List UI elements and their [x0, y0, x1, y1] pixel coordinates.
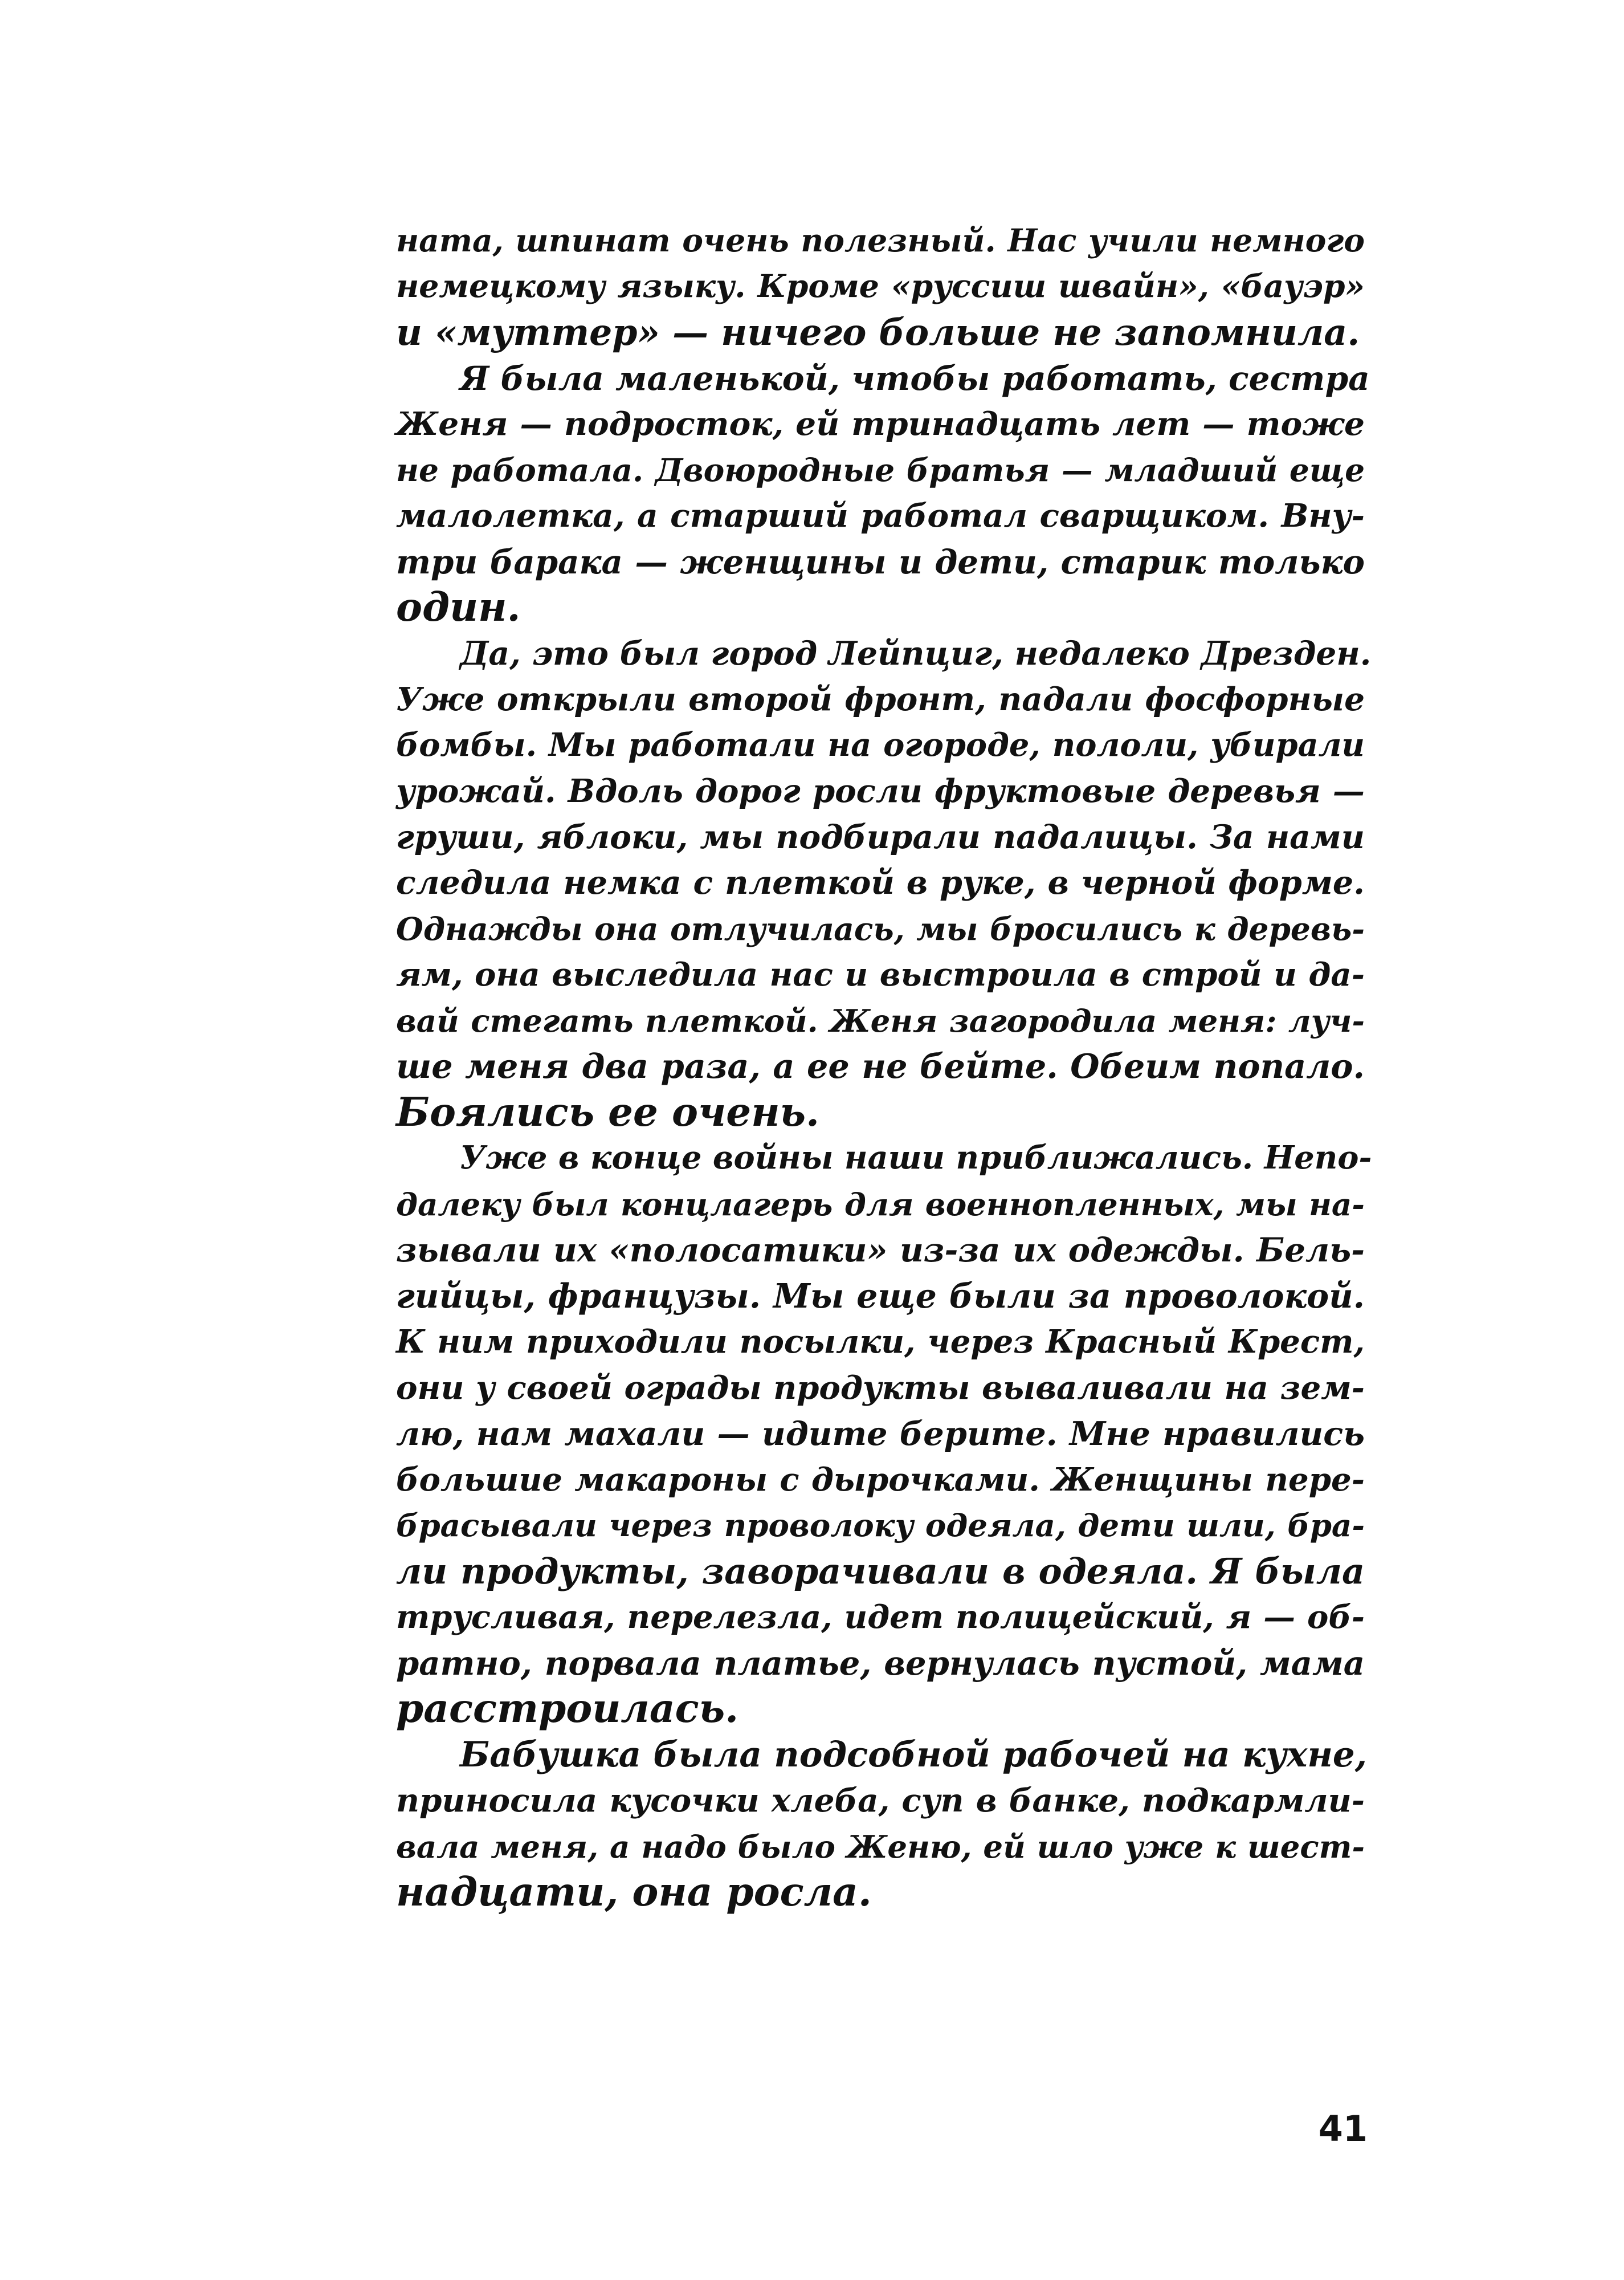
text-line: вай стегать плеткой. Женя загородила меня: луч- — [396, 1002, 1365, 1039]
paragraph — [396, 356, 1370, 631]
text-line: Однажды она отлучилась, мы бросились к деревь- — [396, 910, 1365, 947]
text-line: следила немка с плеткой в руке, в черной форме. — [396, 864, 1365, 902]
text-line: далеку был концлагерь для военнопленных, мы на- — [396, 1186, 1365, 1223]
text-line: зывали их «полосатики» из-за их одежды. Бель- — [396, 1231, 1365, 1269]
text-line: Бабушка была подсобной рабочей на кухне, — [460, 1734, 1368, 1775]
text-line: приносила кусочки хлеба, суп в банке, подкармли- — [396, 1782, 1365, 1819]
text-line: малолетка, а старший работал сварщиком. Вну- — [396, 497, 1365, 535]
text-line: Женя — подросток, ей тринадцать лет — тоже — [396, 405, 1365, 443]
text-line: бомбы. Мы работали на огороде, пололи, убирали — [396, 726, 1365, 764]
text-line: гийцы, французы. Мы еще были за проволокой. — [396, 1276, 1365, 1316]
text-line: один. — [396, 584, 521, 630]
page-number: 41 — [1318, 2108, 1368, 2149]
text-line: Уже открыли второй фронт, падали фосфорные — [396, 681, 1365, 718]
text-line: трусливая, перелезла, идет полицейский, я — об- — [396, 1598, 1365, 1636]
text-line: расстроилась. — [396, 1685, 739, 1732]
text-line: ната, шпинат очень полезный. Нас учили немного — [396, 222, 1365, 259]
text-line: они у своей ограды продукты вываливали на зем- — [396, 1369, 1365, 1407]
text-line: Уже в конце войны наши приближались. Непо- — [460, 1139, 1372, 1176]
text-line: немецкому языку. Кроме «руссиш швайн», «бауэр» — [396, 267, 1365, 305]
text-line: Я была маленькой, чтобы работать, сестра — [460, 358, 1370, 398]
text-line: не работала. Двоюродные братья — младший еще — [396, 451, 1365, 488]
text-line: груши, яблоки, мы подбирали падалицы. За нами — [396, 818, 1365, 856]
text-line: надцати, она росла. — [396, 1869, 872, 1915]
text-line: Боялись ее очень. — [396, 1089, 820, 1135]
paragraph — [396, 1135, 1372, 1732]
text-line: ли продукты, заворачивали в одеяла. Я была — [396, 1550, 1365, 1592]
text-line: ям, она выследила нас и выстроила в строй и да- — [396, 956, 1365, 994]
text-line: К ним приходили посылки, через Красный Крест, — [396, 1323, 1365, 1361]
text-line: лю, нам махали — идите берите. Мне нравились — [396, 1414, 1365, 1453]
text-line: и «муттер» — ничего больше не запомнила. — [396, 311, 1360, 353]
text-line: урожай. Вдоль дорог росли фруктовые деревья — — [396, 772, 1365, 810]
text-line: Да, это был город Лейпциг, недалеко Дрезден. — [460, 634, 1372, 673]
paragraph — [396, 218, 1365, 356]
text-line: ратно, порвала платье, вернулась пустой, мама — [396, 1643, 1365, 1683]
paragraph — [396, 631, 1372, 1136]
text-line: три барака — женщины и дети, старик только — [396, 542, 1365, 581]
text-line: большие макароны с дырочками. Женщины пере- — [396, 1460, 1365, 1499]
text-line: вала меня, а надо было Женю, ей шло уже к шест- — [396, 1828, 1365, 1865]
paragraph — [396, 1732, 1368, 1916]
body-text — [396, 218, 1372, 1916]
text-line: ше меня два раза, а ее не бейте. Обеим попало. — [396, 1047, 1365, 1086]
text-line: брасывали через проволоку одеяла, дети шли, бра- — [396, 1507, 1365, 1544]
